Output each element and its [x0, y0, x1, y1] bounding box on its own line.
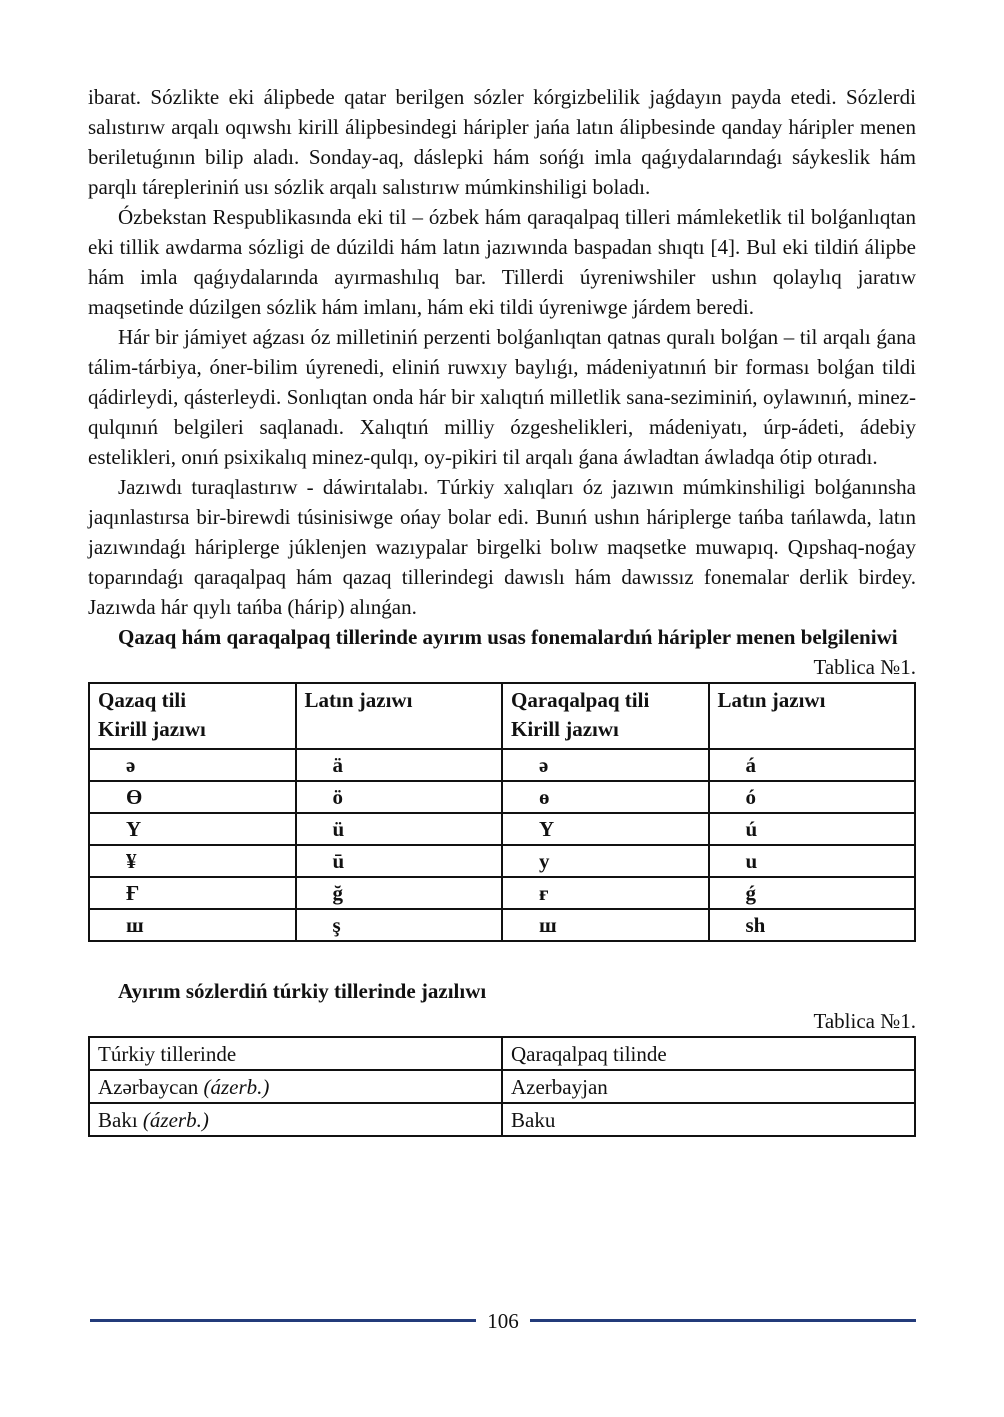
page-number: 106	[487, 1309, 519, 1333]
page-body	[88, 82, 916, 1137]
table2-caption: Tablica №1.	[813, 1009, 916, 1033]
page-footer	[90, 1307, 916, 1337]
paragraph-4: Jazıwdı turaqlastırıw - dáwirıtalabı. Túrkiy xalıqları óz jazıwın múmkinshiligi bolǵanınsha jaqınlastırsa bir-birewdi túsinisiwge ońay bolar edi. Bunıń ushın háriplerge tańba tańlawda, latın jazıwındaǵı háriplerge júklenjen wazıypalar birgelki bolıw maqsetke muwapıq. Qıpshaq-noǵay toparındaǵı qaraqalpaq hám qazaq tillerindegi dawıslı hám dawıssız fonemalar derlik birdey. Jazıwda hár qıylı tańba (hárip) alınǵan.	[88, 475, 916, 619]
paragraph-2: Ózbekstan Respublikasında eki til – ózbek hám qaraqalpaq tilleri mámleketlik til bolǵanlıqtan eki tillik awdarma sózligi de dúzildi hám latın jazıwında baspadan shıqtı [4]. Bul eki tildiń álipbe hám imla qaǵıydalarında ayırmashılıq bar. Tillerdi úyreniwshiler ushın qolaylıq jaratıw maqsetinde dúzilgen sózlik hám imlanı, hám eki tildi úyreniwge járdem beredi.	[88, 205, 916, 319]
table-cell: ü	[296, 813, 503, 845]
table-cell: ö	[296, 781, 503, 813]
table-row	[89, 781, 915, 813]
header-kazakh-latin	[296, 683, 503, 749]
table-cell: ğ	[296, 877, 503, 909]
table-row	[89, 877, 915, 909]
table1-heading: Qazaq hám qaraqalpaq tillerinde ayırım usas fonemalardıń háripler menen belgileniwi	[118, 625, 898, 649]
table-cell: ш	[89, 909, 296, 941]
table-cell: y	[502, 845, 709, 877]
table-cell: Y	[89, 813, 296, 845]
table-cell: Baku	[502, 1103, 915, 1136]
table-cell: ú	[709, 813, 916, 845]
table2-heading: Ayırım sózlerdiń túrkiy tillerinde jazılıwı	[118, 979, 487, 1003]
table-cell: ғ	[502, 877, 709, 909]
table-cell: u	[709, 845, 916, 877]
table-row	[89, 749, 915, 781]
table-cell: sh	[709, 909, 916, 941]
table-cell: ө	[502, 781, 709, 813]
header-line: Qazaq tili	[98, 688, 187, 712]
table-cell	[89, 1103, 502, 1136]
table-cell	[89, 1070, 502, 1103]
table-row	[89, 1103, 915, 1136]
table-cell: ǵ	[709, 877, 916, 909]
table-row	[89, 909, 915, 941]
table-cell: ə	[89, 749, 296, 781]
turkic-word: Bakı	[98, 1107, 138, 1132]
language-abbrev: (ázerb.)	[203, 1074, 270, 1099]
table-row	[89, 1070, 915, 1103]
table-cell: ш	[502, 909, 709, 941]
table-header-row	[89, 683, 915, 749]
header-turkic: Túrkiy tillerinde	[89, 1037, 502, 1070]
table-cell: ş	[296, 909, 503, 941]
table-cell: Ө	[89, 781, 296, 813]
table-cell: ū	[296, 845, 503, 877]
header-kazakh-cyrillic	[89, 683, 296, 749]
words-table	[88, 1036, 916, 1137]
header-line: Latın jazıwı	[717, 688, 826, 712]
table-cell: ó	[709, 781, 916, 813]
table-cell: ä	[296, 749, 503, 781]
turkic-word: Azərbaycan	[98, 1074, 199, 1099]
table-cell: Azerbayjan	[502, 1070, 915, 1103]
table-cell: á	[709, 749, 916, 781]
header-karakalpak: Qaraqalpaq tilinde	[502, 1037, 915, 1070]
table-header-row	[89, 1037, 915, 1070]
table-cell: ə	[502, 749, 709, 781]
header-line: Kirill jazıwı	[98, 717, 206, 741]
header-karakalpak-cyrillic	[502, 683, 709, 749]
table-cell: Y	[502, 813, 709, 845]
table-row	[89, 813, 915, 845]
header-line: Latın jazıwı	[304, 688, 413, 712]
table-cell: ¥	[89, 845, 296, 877]
header-karakalpak-latin	[709, 683, 916, 749]
alphabet-table	[88, 682, 916, 942]
language-abbrev: (ázerb.)	[142, 1107, 209, 1132]
header-line: Kirill jazıwı	[511, 717, 619, 741]
table-cell: Ғ	[89, 877, 296, 909]
paragraph-1: ibarat. Sózlikte eki álipbede qatar berilgen sózler kórgizbelilik jaǵdayın payda etedi. Sózlerdi salıstırıw arqalı oqıwshı kirill álipbesindegi háripler jańa latın álipbesinde qanday háripler menen beriletuǵının bilip aladı. Sonday-aq, dáslepki hám sońǵı imla qaǵıydalarındaǵı sáykeslik hám parqlı tárepleriniń usı sózlik arqalı salıstırıw múmkinshiligi boladı.	[88, 85, 916, 199]
footer-rule-right	[530, 1319, 916, 1322]
table-row	[89, 845, 915, 877]
header-line: Qaraqalpaq tili	[511, 688, 650, 712]
paragraph-3: Hár bir jámiyet aǵzası óz milletiniń perzenti bolǵanlıqtan qatnas quralı bolǵan – til arqalı ǵana tálim-tárbiya, óner-bilim úyrenedi, eliniń ruwxıy baylıǵı, mádeniyatınıń bir forması bolǵan tildi qádirleydi, qásterleydi. Sonlıqtan onda hár bir xalıqtıń milletlik sana-seziminiń, oylawınıń, minez-qulqınıń belgileri saqlanadı. Xalıqtıń milliy ózgeshelikleri, mádeniyatı, úrp-ádeti, ádebiy estelikleri, onıń psixikalıq minez-qulqı, oy-pikiri til arqalı ǵana áwladtan áwladqa ótip otıradı.	[88, 325, 916, 469]
table1-caption: Tablica №1.	[813, 655, 916, 679]
